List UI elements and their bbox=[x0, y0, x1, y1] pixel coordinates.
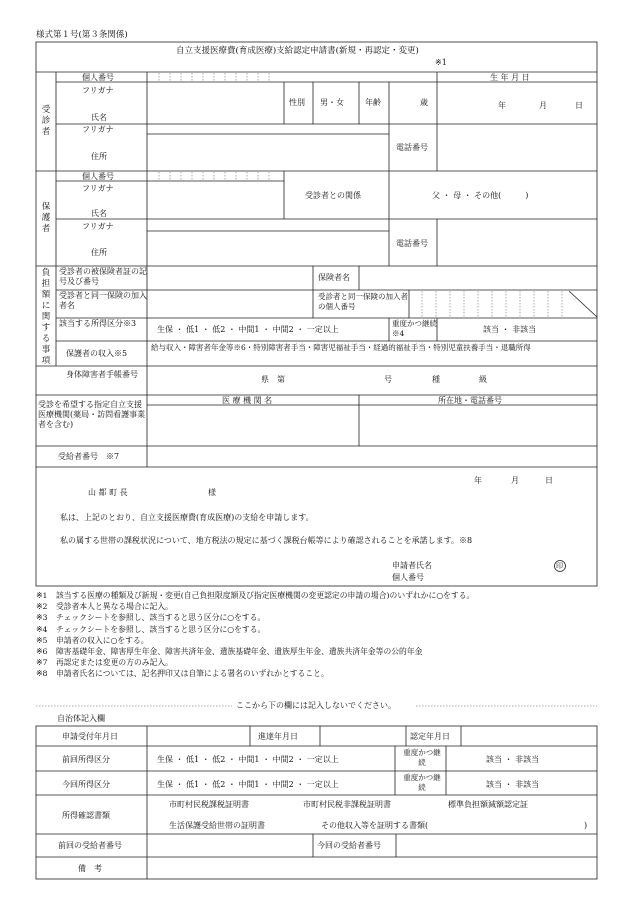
note-text: チェックシートを参照し、該当すると思う区分に○をする。 bbox=[56, 624, 266, 634]
relationship-options: 父 ・ 母 ・ その他( ) bbox=[432, 191, 529, 200]
title-note: ※1 bbox=[435, 58, 447, 67]
income-docs-label: 所得確認書類 bbox=[62, 811, 110, 820]
note-mark: ※7 bbox=[36, 658, 48, 668]
guardian-personal-number-label: 個人番号 bbox=[82, 172, 114, 181]
prev-income-label: 前回所得区分 bbox=[62, 755, 110, 764]
disability-book-label: 身体障害者手帳番号 bbox=[66, 370, 138, 379]
note-text: 再認定または変更の方のみ記入。 bbox=[56, 658, 173, 668]
note-item bbox=[36, 647, 422, 657]
note-text: 受診者本人と異なる場合に記入。 bbox=[56, 602, 173, 612]
seal-mark: 印 bbox=[556, 562, 563, 570]
doc-other-close: ) bbox=[584, 821, 588, 830]
note-item bbox=[36, 613, 265, 623]
guardian-address-label: 住所 bbox=[91, 248, 107, 257]
relationship-label: 受診者との関係 bbox=[305, 191, 361, 200]
disability-grade: 級 bbox=[479, 375, 487, 384]
prev-recipient-label: 前回の受給者番号 bbox=[58, 841, 122, 850]
approved-date-label: 認定年月日 bbox=[410, 732, 450, 741]
honorific: 様 bbox=[208, 488, 216, 497]
curr-severe-label: 重度かつ継続 bbox=[403, 773, 441, 792]
birth-day: 日 bbox=[575, 101, 583, 110]
remarks-label: 備 考 bbox=[78, 864, 102, 873]
doc-other-cert: その他収入等を証明する書類( bbox=[321, 821, 429, 830]
form-title: 自立支援医療費(育成医療)支給認定申請書(新規・再認定・変更) bbox=[176, 46, 419, 56]
age-label: 年齢 bbox=[365, 98, 381, 107]
note-mark: ※2 bbox=[36, 602, 48, 612]
guardian-name-label: 氏名 bbox=[91, 209, 107, 218]
doc-welfare-cert: 生活保護受給世帯の証明書 bbox=[169, 821, 265, 830]
income-class-label: 該当する所得区分※3 bbox=[59, 319, 137, 328]
note-mark: ※1 bbox=[36, 591, 48, 600]
patient-address-label: 住所 bbox=[91, 152, 107, 161]
recipient-number-label: 受給者番号 ※7 bbox=[58, 452, 120, 461]
same-insurance-member-label: 受診者と同一保険の加入者名 bbox=[59, 291, 147, 310]
applicant-number-label: 個人番号 bbox=[392, 573, 424, 582]
addressee: 山 都 町 長 bbox=[88, 488, 128, 497]
guardian-furigana-label: フリガナ bbox=[82, 184, 114, 193]
note-text: チェックシートを参照し、該当すると思う区分に○をする。 bbox=[56, 613, 266, 623]
birth-year: 年 bbox=[498, 101, 506, 110]
note-text: 障害基礎年金、障害厚生年金、障害共済年金、遺族基礎年金、遺族厚生年金、遺族共済年金等の公的年金 bbox=[56, 647, 423, 656]
application-text-2: 私の属する世帯の課税状況について、地方税法の規定に基づく課税台帳等により確認されることを承諾します。※8 bbox=[60, 536, 473, 545]
office-title: 自治体記入欄 bbox=[57, 714, 105, 723]
sex-options: 男・女 bbox=[320, 98, 344, 107]
form-number: 様式第１号(第３条関係) bbox=[36, 30, 128, 40]
patient-furigana-label: フリガナ bbox=[82, 86, 114, 95]
disability-pref: 県 第 bbox=[261, 375, 285, 384]
doc-taxed-cert: 市町村民税課税証明書 bbox=[169, 800, 249, 809]
note-mark: ※4 bbox=[36, 624, 48, 634]
prev-income-options: 生保 ・ 低1 ・ 低2 ・ 中間1 ・ 中間2 ・ 一定以上 bbox=[157, 755, 339, 764]
income-class-options: 生保 ・ 低1 ・ 低2 ・ 中間1 ・ 中間2 ・ 一定以上 bbox=[157, 325, 339, 334]
app-year: 年 bbox=[474, 476, 482, 485]
guardian-income-label: 保護者の収入※5 bbox=[66, 349, 128, 358]
patient-address-furigana: フリガナ bbox=[82, 125, 114, 134]
curr-income-label: 今回所得区分 bbox=[62, 780, 110, 789]
disability-type: 種 bbox=[432, 375, 440, 384]
same-insurance-number-label: 受診者と同一保険の加入者の個人番号 bbox=[318, 292, 408, 311]
birth-month: 月 bbox=[539, 101, 547, 110]
institution-label: 受診を希望する指定自立支援医療機関(薬局・訪問看護事業者を含む) bbox=[38, 400, 146, 429]
institution-address-header: 所在地・電話番号 bbox=[438, 396, 502, 405]
disability-no: 号 bbox=[384, 375, 392, 384]
guardian-section-label: 保護者 bbox=[41, 202, 51, 234]
note-mark: ※8 bbox=[36, 669, 48, 679]
note-item bbox=[36, 625, 265, 635]
guardian-address-furigana: フリガナ bbox=[82, 222, 114, 231]
note-item bbox=[36, 658, 173, 668]
income-types: 給与収入・障害者年金等※6・特別障害者手当・障害児福祉手当・経過的福祉手当・特別児童扶養手当・退職所得 bbox=[151, 343, 531, 352]
prev-severe-label: 重度かつ継続 bbox=[403, 748, 441, 767]
severe-label: 重度かつ継続 ※4 bbox=[392, 319, 437, 338]
birthdate-label: 生 年 月 日 bbox=[490, 73, 530, 82]
patient-personal-number-label: 個人番号 bbox=[82, 73, 114, 82]
note-item bbox=[36, 669, 329, 679]
app-day: 日 bbox=[545, 476, 553, 485]
curr-income-options: 生保 ・ 低1 ・ 低2 ・ 中間1 ・ 中間2 ・ 一定以上 bbox=[157, 780, 339, 789]
severe-applicable: 該当 ・ 非該当 bbox=[483, 325, 537, 334]
note-text: 該当する医療の種類及び新規・変更(自己負担限度額及び指定医療機関の変更認定の申請の場合)のいずれかに○をする。 bbox=[56, 591, 475, 600]
curr-applicable: 該当 ・ 非該当 bbox=[486, 780, 540, 789]
note-item bbox=[36, 591, 474, 601]
note-text: 申請者の収入に○をする。 bbox=[56, 635, 149, 645]
applicant-name-label: 申請者氏名 bbox=[392, 561, 432, 570]
note-mark: ※3 bbox=[36, 613, 48, 623]
patient-section-label: 受診者 bbox=[41, 105, 51, 137]
application-text-1: 私は、上記のとおり、自立支援医療費(育成医療)の支給を申請します。 bbox=[60, 513, 314, 522]
doc-reduction-cert: 標準負担額減額認定証 bbox=[448, 800, 528, 809]
note-item bbox=[36, 602, 173, 612]
curr-recipient-label: 今回の受給者番号 bbox=[317, 841, 381, 850]
doc-nontaxed-cert: 市町村民税非課税証明書 bbox=[303, 800, 391, 809]
insurer-name-label: 保険者名 bbox=[318, 273, 350, 282]
age-unit: 歳 bbox=[420, 98, 428, 107]
prev-applicable: 該当 ・ 非該当 bbox=[486, 755, 540, 764]
received-date-label: 申請受付年月日 bbox=[62, 732, 118, 741]
note-text: 申請者氏名については、記名押印又は自筆による署名のいずれかとすること。 bbox=[56, 669, 329, 679]
note-mark: ※5 bbox=[36, 635, 48, 645]
note-item bbox=[36, 636, 149, 646]
guardian-phone-label: 電話番号 bbox=[396, 239, 428, 248]
burden-section-label: 負担額に関する事項 bbox=[41, 268, 51, 366]
insured-id-label: 受診者の被保険者証の記号及び番号 bbox=[59, 267, 147, 286]
sex-label: 性別 bbox=[289, 98, 305, 107]
divider-text: ここから下の欄には記入しないでください。 bbox=[236, 701, 396, 710]
note-mark: ※6 bbox=[36, 647, 48, 656]
patient-name-label: 氏名 bbox=[91, 113, 107, 122]
app-month: 月 bbox=[511, 476, 519, 485]
forwarded-date-label: 進達年月日 bbox=[258, 732, 298, 741]
patient-phone-label: 電話番号 bbox=[396, 143, 428, 152]
institution-name-header: 医 療 機 関 名 bbox=[222, 396, 273, 405]
